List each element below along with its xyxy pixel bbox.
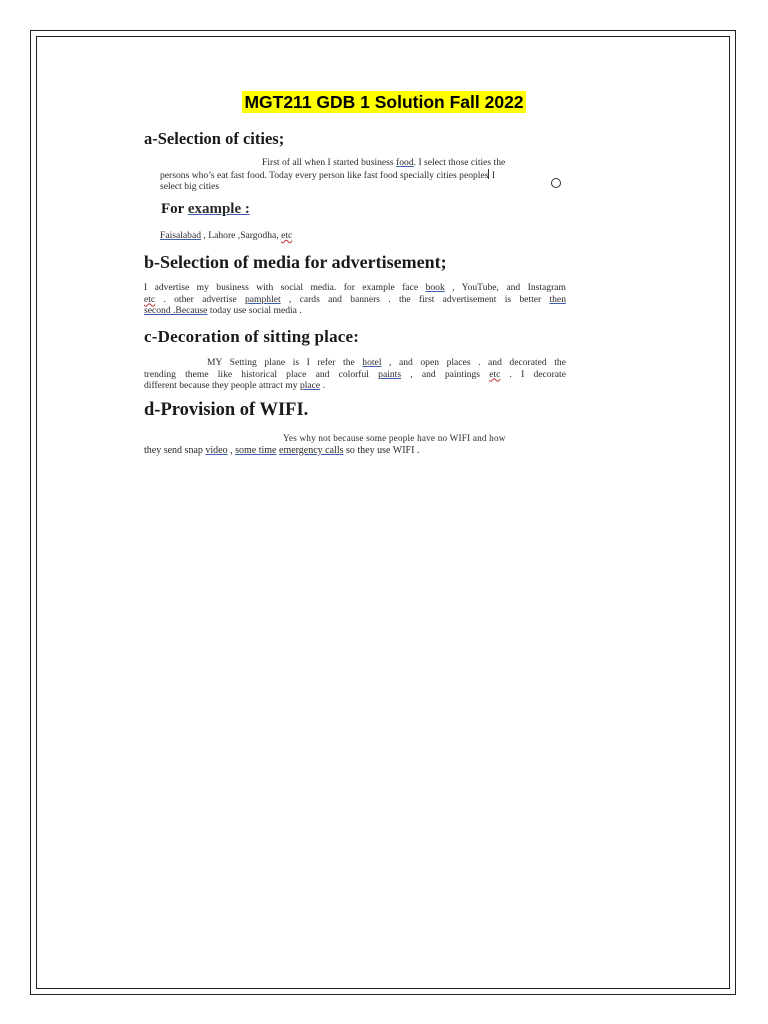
paragraph-decoration [144, 357, 566, 392]
para-line: I advertise my business with social media. for example face book , YouTube, and Instagram [144, 282, 566, 293]
text-cursor [488, 169, 489, 179]
heading-decoration-of-sitting-place: c-Decoration of sitting place: [144, 327, 360, 346]
heading-selection-of-media: b-Selection of media for advertisement; [144, 252, 447, 272]
paragraph-wifi [144, 433, 566, 456]
para-line: First of all when I started business food. I select those cities the [262, 157, 506, 168]
title-highlight: MGT211 GDB 1 Solution Fall 2022 [244, 92, 524, 112]
para-line: they send snap video , some time emergency calls so they use WIFI . [144, 444, 420, 456]
para-line: different because they people attract my place . [144, 380, 325, 392]
para-line: select big cities [160, 181, 220, 193]
heading-selection-of-cities: a-Selection of cities; [144, 129, 285, 148]
para-line: persons who’s eat fast food. Today every person like fast food specially cities peoples I [160, 169, 496, 181]
paragraph-selection-of-media [144, 282, 566, 317]
para-line: Yes why not because some people have no WIFI and how [283, 433, 506, 443]
underlined-word: food [396, 157, 414, 168]
heading-for-example: For example : [161, 201, 250, 217]
example-cities-list [160, 230, 292, 242]
document-title [0, 92, 768, 113]
circle-cursor-icon [551, 178, 561, 188]
para-line: Faisalabad , Lahore ,Sargodha, etc [160, 230, 293, 241]
heading-provision-of-wifi: d-Provision of WIFI. [144, 400, 309, 420]
para-line: etc . other advertise pamphlet , cards and banners . the first advertisement is better then [144, 293, 566, 305]
para-line: trending theme like historical place and colorful paints , and paintings etc . I decorate [144, 368, 566, 380]
para-line: second .Because today use social media . [144, 305, 302, 317]
para-line: MY Setting plane is I refer the hotel , and open places . and decorated the [207, 357, 566, 368]
paragraph-selection-of-cities [160, 157, 565, 193]
